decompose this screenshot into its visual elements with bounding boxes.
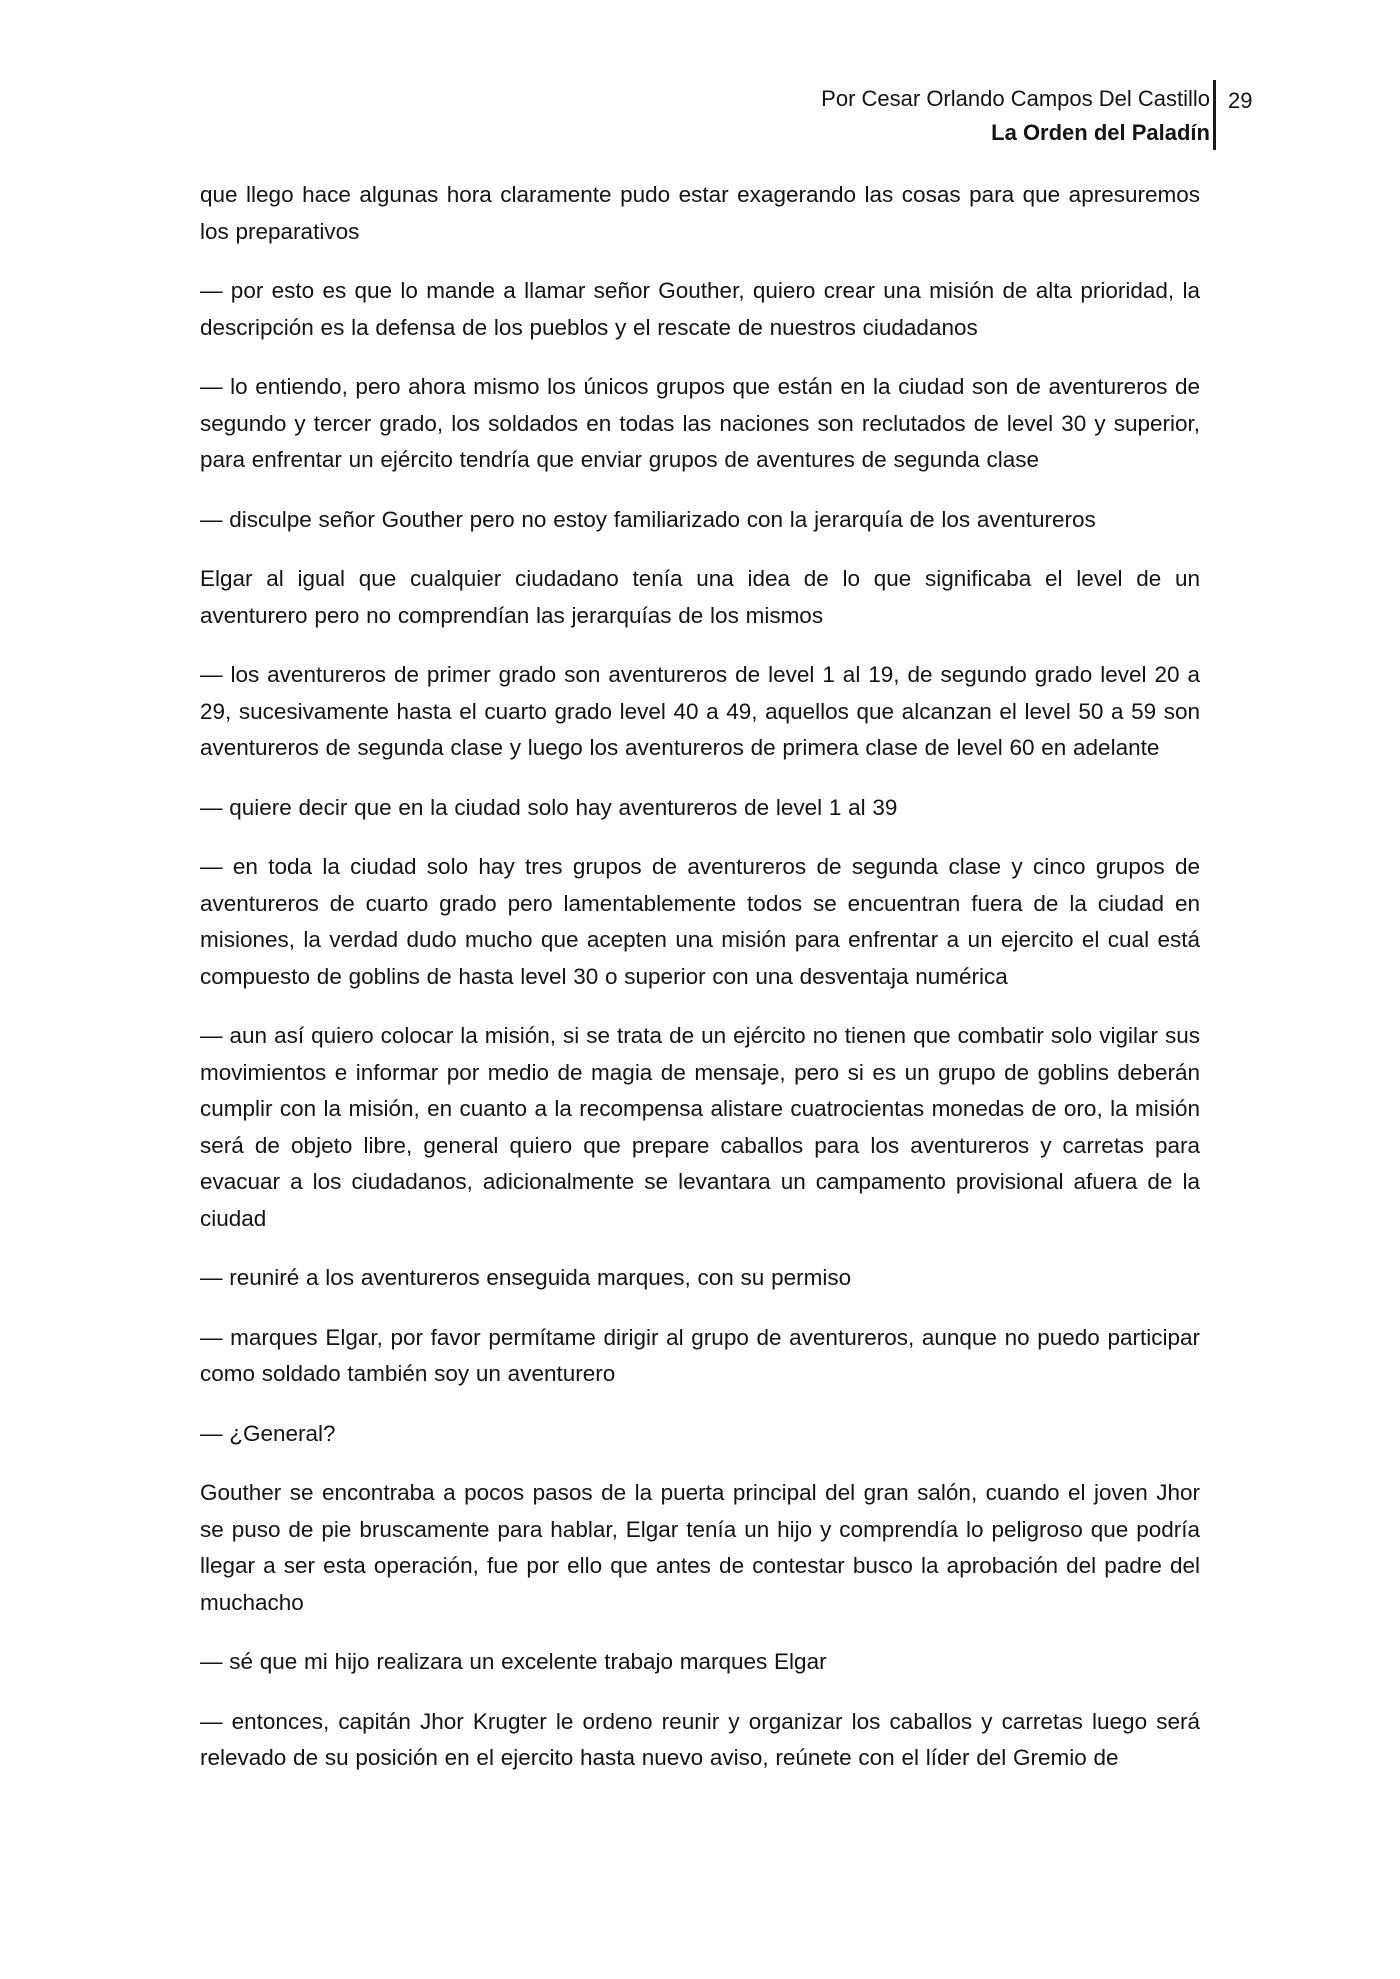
paragraph: Elgar al igual que cualquier ciudadano tenía una idea de lo que significaba el level de un aventurero pero no comprendían las jerarquías de los mismos: [200, 566, 1200, 628]
paragraph: — lo entiendo, pero ahora mismo los únicos grupos que están en la ciudad son de aventureros de segundo y tercer grado, los soldados en todas las naciones son reclutados de level 30 y superior, para enfrentar un ejército tendría que enviar grupos de aventures de segunda clase: [200, 374, 1200, 472]
body-text: [200, 177, 1200, 1800]
paragraph: — los aventureros de primer grado son aventureros de level 1 al 19, de segundo grado level 20 a 29, sucesivamente hasta el cuarto grado level 40 a 49, aquellos que alcanzan el level 50 a 59 son aventureros de segunda clase y luego los aventureros de primera clase de level 60 en adelante: [200, 662, 1200, 760]
paragraph: — disculpe señor Gouther pero no estoy familiarizado con la jerarquía de los aventureros: [200, 506, 1096, 532]
paragraph: — sé que mi hijo realizara un excelente trabajo marques Elgar: [200, 1649, 827, 1674]
header-author: Por Cesar Orlando Campos Del Castillo: [821, 86, 1210, 111]
header-divider: [1213, 80, 1216, 150]
header-book-title: La Orden del Paladín: [991, 120, 1210, 145]
paragraph: — en toda la ciudad solo hay tres grupos de aventureros de segunda clase y cinco grupos de aventureros de cuarto grado pero lamentablemente todos se encuentran fuera de la ciudad en misiones, la verdad dudo mucho que acepten una misión para enfrentar a un ejercito el cual está compuesto de goblins de hasta level 30 o superior con una desventaja numérica: [200, 854, 1200, 989]
running-header: [821, 82, 1210, 150]
paragraph: — quiere decir que en la ciudad solo hay aventureros de level 1 al 39: [200, 794, 898, 820]
paragraph: — aun así quiero colocar la misión, si se trata de un ejército no tienen que combatir solo vigilar sus movimientos e informar por medio de magia de mensaje, pero si es un grupo de goblins deberán cumplir con la misión, en cuanto a la recompensa alistare cuatrocientas monedas de oro, la misión será de objeto libre, general quiero que prepare caballos para los aventureros y carretas para evacuar a los ciudadanos, adicionalmente se levantara un campamento provisional afuera de la ciudad: [200, 1023, 1200, 1231]
paragraph: Gouther se encontraba a pocos pasos de la puerta principal del gran salón, cuando el joven Jhor se puso de pie bruscamente para hablar, Elgar tenía un hijo y comprendía lo peligroso que podría llegar a ser esta operación, fue por ello que antes de contestar busco la aprobación del padre del muchacho: [200, 1480, 1200, 1615]
paragraph: — reuniré a los aventureros enseguida marques, con su permiso: [200, 1265, 852, 1290]
paragraph: — entonces, capitán Jhor Krugter le ordeno reunir y organizar los caballos y carretas luego será relevado de su posición en el ejercito hasta nuevo aviso, reúnete con el líder del Gremio de: [200, 1708, 1200, 1770]
paragraph: — ¿General?: [200, 1420, 336, 1446]
paragraph: — marques Elgar, por favor permítame dirigir al grupo de aventureros, aunque no puedo participar como soldado también soy un aventurero: [200, 1324, 1200, 1386]
page-number: 29: [1228, 88, 1253, 113]
paragraph: que llego hace algunas hora claramente pudo estar exagerando las cosas para que apresuremos los preparativos: [200, 182, 1200, 244]
paragraph: — por esto es que lo mande a llamar señor Gouther, quiero crear una misión de alta prioridad, la descripción es la defensa de los pueblos y el rescate de nuestros ciudadanos: [200, 278, 1200, 340]
